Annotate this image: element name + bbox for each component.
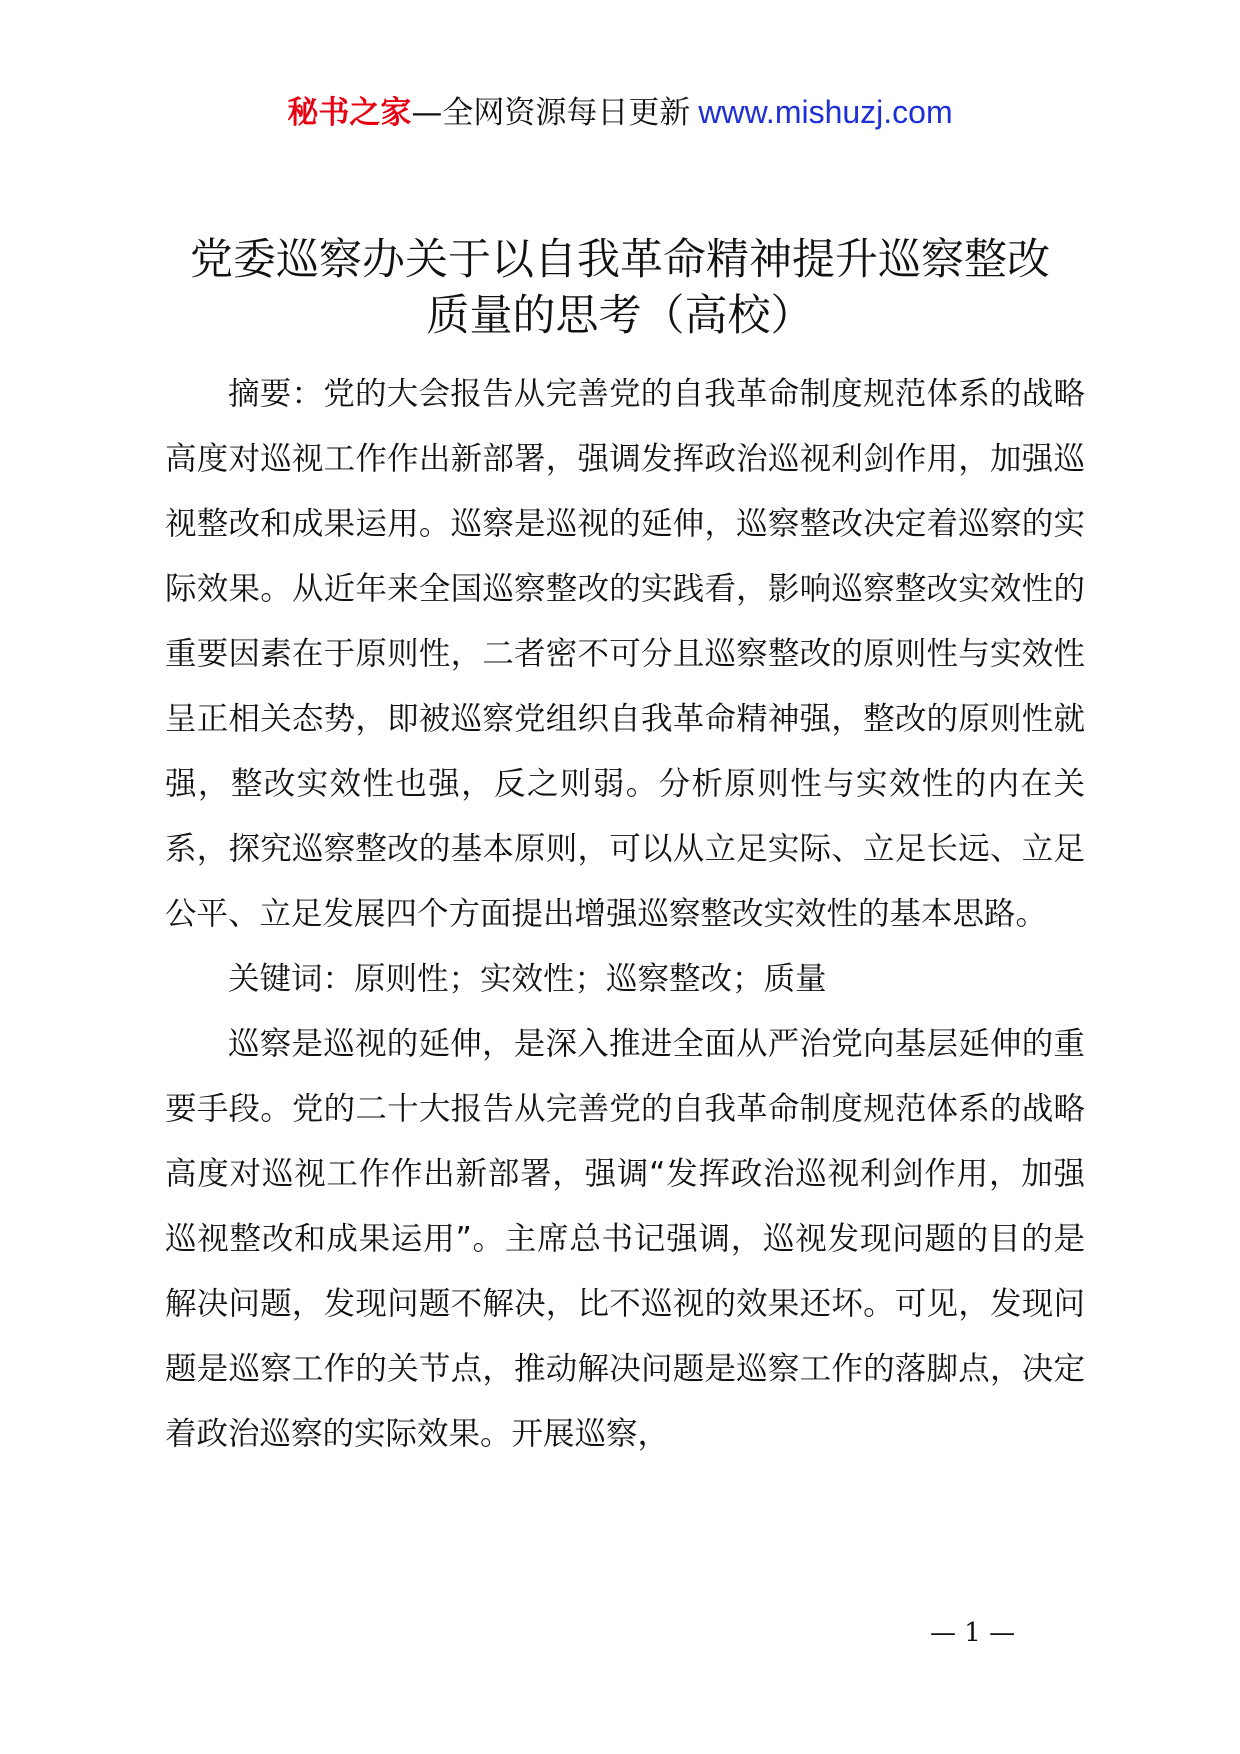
page-number: — 1 —	[930, 1618, 1016, 1648]
site-url[interactable]: www.mishuzj.com	[698, 94, 953, 130]
site-tagline: —全网资源每日更新	[411, 95, 691, 131]
site-brand: 秘书之家	[287, 95, 412, 131]
document-body	[165, 362, 1085, 1467]
title-line-2: 质量的思考（高校）	[426, 291, 814, 341]
site-header	[0, 92, 1240, 133]
keywords-paragraph: 关键词：原则性；实效性；巡察整改；质量	[228, 961, 827, 997]
title-line-1: 党委巡察办关于以自我革命精神提升巡察整改	[190, 235, 1050, 285]
abstract-paragraph: 摘要：党的大会报告从完善党的自我革命制度规范体系的战略高度对巡视工作作出新部署，强调发挥政治巡视利剑作用，加强巡视整改和成果运用。巡察是巡视的延伸，巡察整改决定着巡察的实际效果。从近年来全国巡察整改的实践看，影响巡察整改实效性的重要因素在于原则性，二者密不可分且巡察整改的原则性与实效性呈正相关态势，即被巡察党组织自我革命精神强，整改的原则性就强，整改实效性也强，反之则弱。分析原则性与实效性的内在关系，探究巡察整改的基本原则，可以从立足实际、立足长远、立足公平、立足发展四个方面提出增强巡察整改实效性的基本思路。	[165, 376, 1085, 932]
document-title	[140, 232, 1100, 344]
intro-paragraph: 巡察是巡视的延伸，是深入推进全面从严治党向基层延伸的重要手段。党的二十大报告从完善党的自我革命制度规范体系的战略高度对巡视工作作出新部署，强调“发挥政治巡视利剑作用，加强巡视整改和成果运用”。主席总书记强调，巡视发现问题的目的是解决问题，发现问题不解决，比不巡视的效果还坏。可见，发现问题是巡察工作的关节点，推动解决问题是巡察工作的落脚点，决定着政治巡察的实际效果。开展巡察，	[165, 1026, 1085, 1452]
